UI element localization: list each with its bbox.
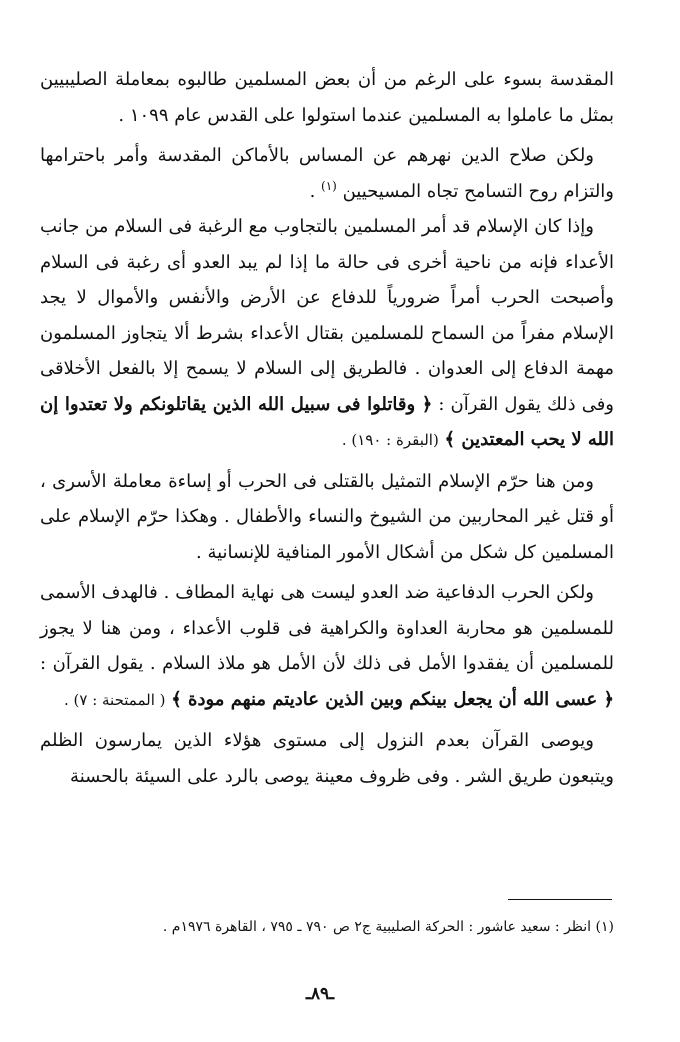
paragraph-text: ولكن صلاح الدين نهرهم عن المساس بالأماكن المقدسة وأمر باحترامها والتزام روح التسامح تجاه المسيحيين — [40, 145, 614, 202]
paragraph — [40, 464, 614, 571]
body-text — [40, 62, 614, 794]
paragraph — [40, 209, 614, 459]
footnote-marker: (١) — [321, 178, 337, 193]
paragraph-end: . — [309, 180, 316, 202]
paragraph — [40, 575, 614, 718]
page-number: ـ٨٩ـ — [305, 984, 335, 1004]
paragraph — [40, 723, 614, 794]
footnote-divider — [508, 899, 612, 900]
paragraph-text: المقدسة بسوء على الرغم من أن بعض المسلمين طالبوه بمعاملة الصليبيين بمثل ما عاملوا به المسلمين عندما استولوا على القدس عام ١٠٩٩ . — [40, 69, 614, 126]
quran-quote: ﴿ وقاتلوا فى سبيل الله الذين يقاتلونكم ولا تعتدوا إن الله لا يحب المعتدين ﴾ — [40, 393, 614, 450]
footnote: (١) انظر : سعيد عاشور : الحركة الصليبية ج٢ ص ٧٩٠ ـ ٧٩٥ ، القاهرة ١٩٧٦م . — [162, 919, 614, 935]
paragraph — [40, 62, 614, 133]
quran-quote: ﴿ عسى الله أن يجعل بينكم وبين الذين عاديتم منهم مودة ﴾ — [171, 688, 614, 710]
paragraph-text: ويوصى القرآن بعدم النزول إلى مستوى هؤلاء الذين يمارسون الظلم ويتبعون طريق الشر . وفى ظروف معينة يوصى بالرد على السيئة بالحسنة — [40, 730, 614, 787]
paragraph-text: وإذا كان الإسلام قد أمر المسلمين بالتجاوب مع الرغبة فى السلام من جانب الأعداء فإنه من ناحية أخرى فى حالة ما إذا لم يبد العدو أى رغبة فى السلام وأصبحت الحرب أمراً ضرورياً للدفاع عن الأرض والأنفس والأموال لا يجد الإسلام مفراً من السماح للمسلمين بقتال الأعداء بشرط ألا يتجاوز المسلمون مهمة الدفاع إلى العدوان . فالطريق إلى السلام لا يسمح إلا بالفعل الأخلاقى وفى ذلك يقول القرآن : — [40, 216, 614, 415]
quote-reference: ( الممتحنة : ٧) . — [63, 690, 166, 709]
paragraph-text: ولكن الحرب الدفاعية ضد العدو ليست هى نهاية المطاف . فالهدف الأسمى للمسلمين هو محاربة العداوة والكراهية فى قلوب الأعداء ، ومن هنا لا يجوز للمسلمين أن يفقدوا الأمل فى ذلك لأن الأمل هو ملاذ السلام . يقول القرآن : — [40, 582, 614, 674]
paragraph — [40, 138, 614, 209]
paragraph-text: ومن هنا حرّم الإسلام التمثيل بالقتلى فى الحرب أو إساءة معاملة الأسرى ، أو قتل غير المحاربين من الشيوخ والنساء والأطفال . وهكذا حرّم الإسلام على المسلمين كل شكل من أشكال الأمور المنافية للإنسانية . — [40, 470, 614, 563]
quote-reference: (البقرة : ١٩٠) . — [341, 431, 439, 449]
